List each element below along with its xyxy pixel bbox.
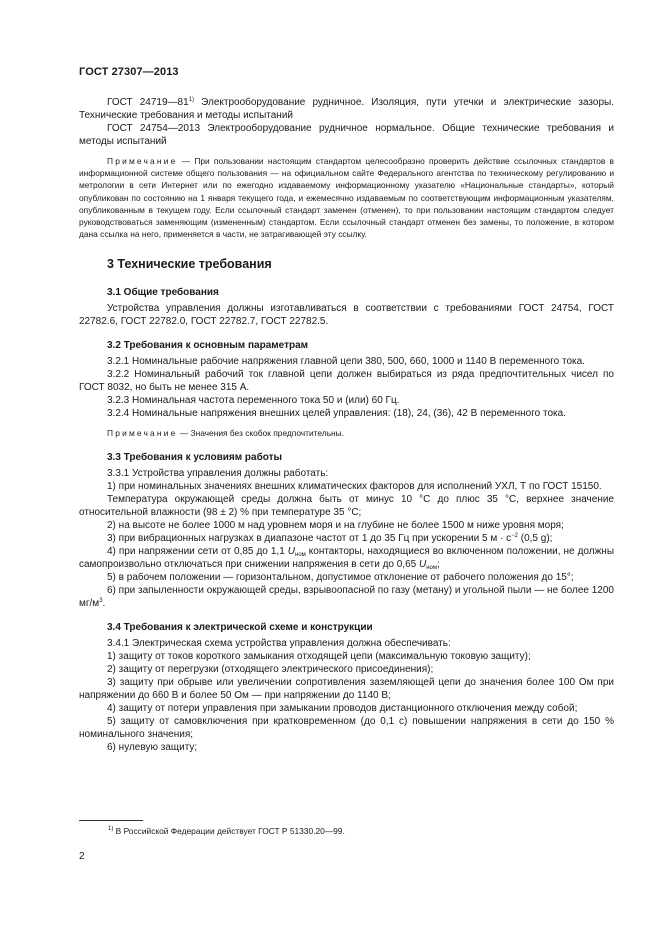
subsection-3-4-title: 3.4 Требования к электрической схеме и конструкции — [107, 621, 373, 633]
list-item-3-4-1-4: 4) защиту от потери управления при замыкании проводов дистанционного отключения между собой; — [107, 702, 578, 714]
list-item-3-4-1-6: 6) нулевую защиту; — [107, 741, 198, 753]
variable-u: U — [287, 545, 295, 557]
list-item-3-4-1-2: 2) защиту от перегрузки (отходящего электрического присоединения); — [107, 663, 434, 675]
reference-code: ГОСТ 24719—81 — [107, 97, 189, 108]
reference-title: Электрооборудование рудничное. Изоляция, пути утечки и электрические зазоры. Технические требования и методы испытаний — [79, 97, 614, 121]
variable-subscript: ном — [426, 564, 438, 571]
section-title: 3 Технические требования — [107, 257, 272, 272]
footnote-text: В Российской Федерации действует ГОСТ Р 51330.20—99. — [113, 826, 345, 836]
note-text: — Значения без скобок предпочтительны. — [177, 428, 345, 439]
note-values — [79, 427, 614, 439]
paragraph-3-1: Устройства управления должны изготавливаться в соответствии с требованиями ГОСТ 24754, ГОСТ 22782.6, ГОСТ 22782.0, ГОСТ 22782.7, ГОСТ 22782.5. — [79, 303, 614, 328]
paragraph-3-3-1: 3.3.1 Устройства управления должны работать: — [107, 467, 329, 479]
item-text: 4) при напряжении сети от 0,85 до 1,1 — [107, 545, 288, 557]
item-text: 6) при запыленности окружающей среды, взрывоопасной по газу (метану) и угольной пыли — не более 1200 мг/м — [79, 584, 614, 609]
list-item-3-4-1-3: 3) защиту при обрыве или увеличении сопротивления заземляющей цепи до значения более 100 Ом при напряжении до 660 В и более 50 Ом — при напряжении до 1140 В; — [79, 676, 614, 701]
footnote — [108, 826, 345, 837]
reference-gost-24719 — [79, 96, 614, 122]
note-label: Примечание — [107, 156, 178, 166]
item-text: (0,5 g); — [517, 532, 553, 544]
body-content — [79, 96, 614, 754]
subsection-3-1-title: 3.1 Общие требования — [107, 287, 219, 299]
paragraph-3-2-3: 3.2.3 Номинальная частота переменного тока 50 и (или) 60 Гц. — [107, 395, 400, 407]
item-text: . — [102, 597, 106, 609]
list-item-3-4-1-5: 5) защиту от самовключения при кратковременном (до 0,1 с) повышении напряжения в сети до 150 % номинального значения; — [79, 715, 614, 740]
paragraph-3-2-1: 3.2.1 Номинальные рабочие напряжения главной цепи 380, 500, 660, 1000 и 1140 В переменного тока. — [107, 356, 585, 368]
note-label: Примечание — [107, 428, 178, 439]
paragraph-3-4-1: 3.4.1 Электрическая схема устройства управления должна обеспечивать: — [107, 637, 451, 649]
footnote-marker: 1) — [108, 826, 114, 832]
list-item-3-3-1-6 — [79, 584, 614, 610]
paragraph-3-2-4: 3.2.4 Номинальные напряжения внешних целей управления: (18), 24, (36), 42 В переменного тока. — [107, 408, 566, 420]
list-item-3-3-1-1: 1) при номинальных значениях внешних климатических факторов для исполнений УХЛ, Т по ГОСТ 15150. — [107, 480, 602, 492]
list-item-3-3-1-4 — [79, 545, 614, 571]
variable-u: U — [419, 558, 427, 570]
footnote-divider — [79, 820, 143, 821]
footnote-marker: 1) — [188, 97, 195, 103]
item-text: контакторы, находящиеся во включенном положении, не должны самопроизвольно отключаться при снижении напряжения в сети до 0,65 — [79, 545, 615, 570]
list-item-3-4-1-1: 1) защиту от токов короткого замыкания отходящей цепи (максимальную токовую защиту); — [107, 650, 531, 662]
note-references — [79, 155, 614, 240]
exponent: −2 — [511, 532, 518, 539]
note-text: — При пользовании настоящим стандартом целесообразно проверить действие ссылочных стандартов в информационной системе общего пользования — на официальном сайте Федерального агентства по техническому регулированию и метрологии в сети Интернет или по ежегодно издаваемому информационному указателю «Национальные стандарты», который опубликован по состоянию на 1 января текущего года, и ежемесячно издаваемым по соответствующим информационным указателям, опубликованным в текущем году. Если ссылочный стандарт заменен (отменен), то при пользовании настоящим стандартом следует руководствоваться заменяющим (измененным) стандартом. Если ссылочный стандарт отменен без замены, то положение, в котором дана ссылка на него, применяется в части, не затрагивающей эту ссылку. — [79, 156, 614, 240]
page-number: 2 — [79, 851, 85, 862]
item-text: ; — [437, 558, 440, 570]
paragraph-3-2-2: 3.2.2 Номинальный рабочий ток главной цепи должен выбираться из ряда предпочтительных чисел по ГОСТ 8032, но быть не менее 315 А. — [79, 369, 614, 394]
subsection-3-3-title: 3.3 Требования к условиям работы — [107, 451, 283, 463]
list-item-3-3-1-3 — [79, 532, 614, 545]
paragraph-temperature: Температура окружающей среды должна быть от минус 10 °С до плюс 35 °С, верхнее значение относительной влажности (98 ± 2) % при температуре 35 °С; — [79, 493, 614, 518]
subsection-3-2-title: 3.2 Требования к основным параметрам — [107, 340, 309, 352]
list-item-3-3-1-2: 2) на высоте не более 1000 м над уровнем моря и на глубине не более 1500 м ниже уровня моря; — [107, 519, 564, 531]
reference-gost-24754: ГОСТ 24754—2013 Электрооборудование рудничное нормальное. Общие технические требования и методы испытаний — [79, 123, 614, 147]
item-text: 3) при вибрационных нагрузках в диапазоне частот от 1 до 35 Гц при ускорении 5 м · с — [107, 532, 512, 544]
variable-subscript: ном — [295, 551, 306, 558]
exponent: 3 — [99, 597, 103, 604]
list-item-3-3-1-5: 5) в рабочем положении — горизонтальном, допустимое отклонение от рабочего положения до 15°; — [107, 571, 574, 583]
document-header: ГОСТ 27307—2013 — [79, 66, 179, 78]
